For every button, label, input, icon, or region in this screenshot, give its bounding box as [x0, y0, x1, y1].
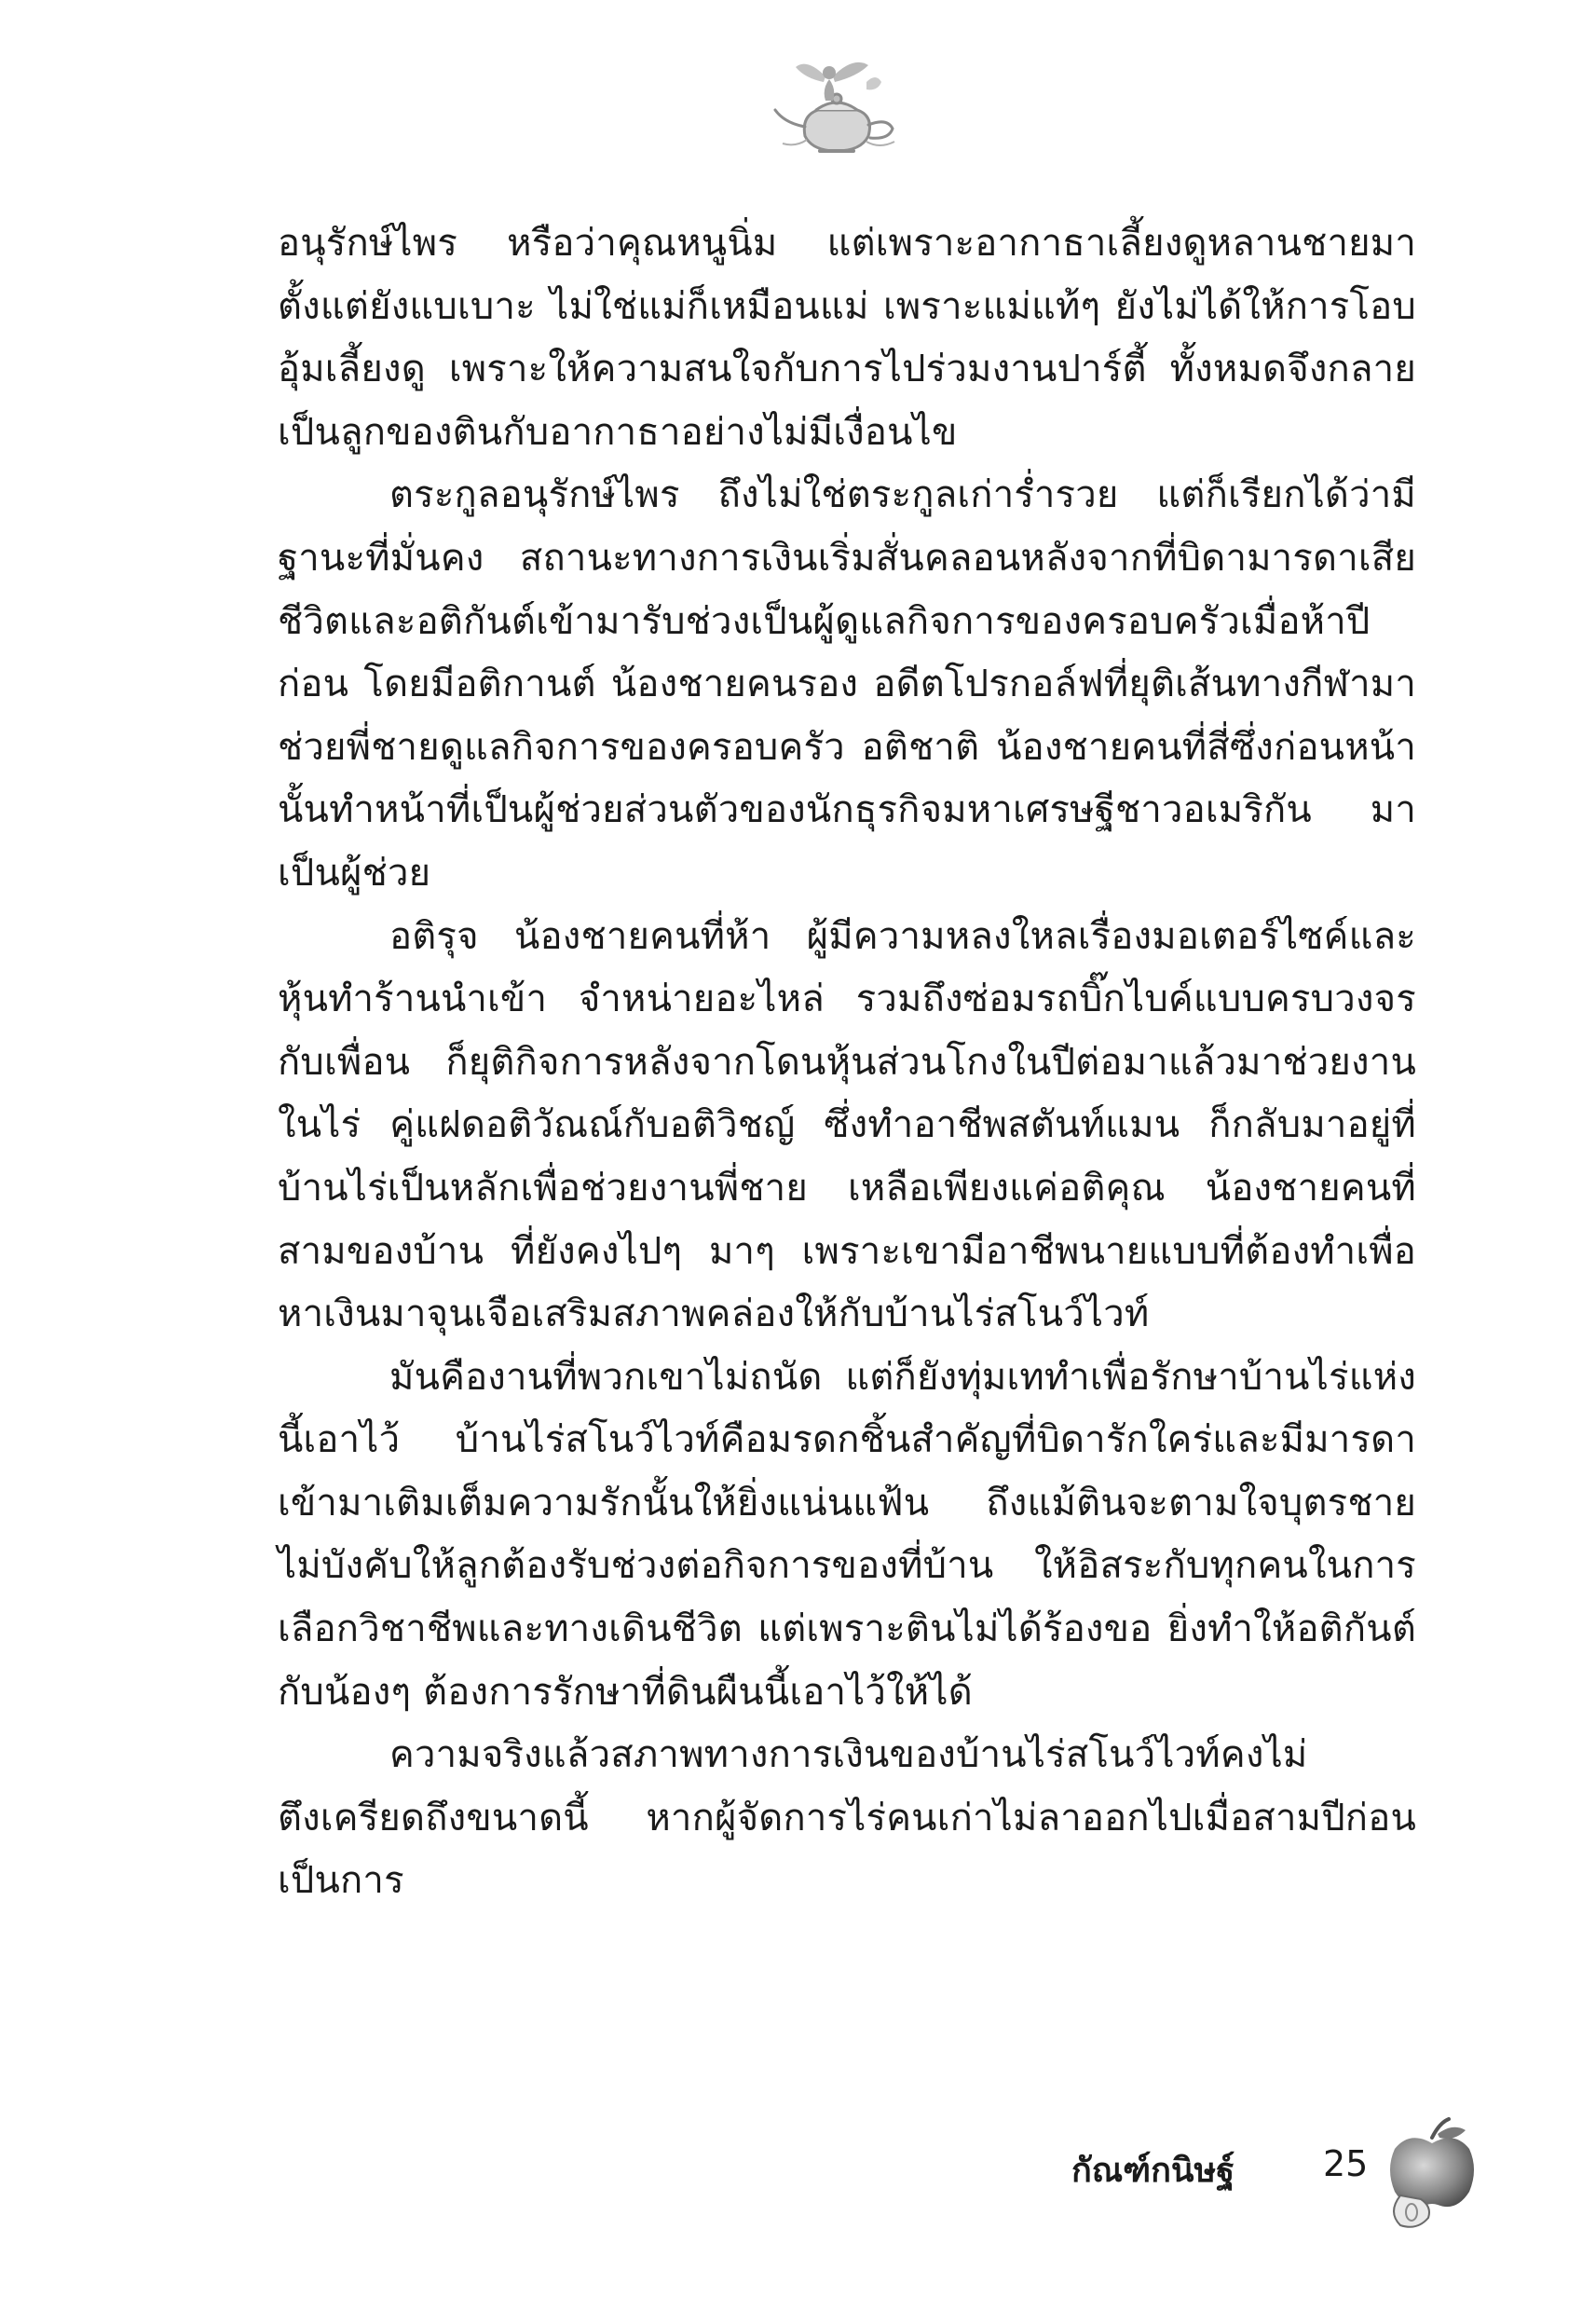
paragraph-2: ตระกูลอนุรักษ์ไพร ถึงไม่ใช่ตระกูลเก่าร่ำรวย แต่ก็เรียกได้ว่ามีฐานะที่มั่นคง สถานะทางการเงินเริ่มสั่นคลอนหลังจากที่บิดามารดาเสียชีวิตและอติกันต์เข้ามารับช่วงเป็นผู้ดูแลกิจการของครอบครัวเมื่อห้าปีก่อน โดยมีอติกานต์ น้องชายคนรอง อดีตโปรกอล์ฟที่ยุติเส้นทางกีฬามาช่วยพี่ชายดูแลกิจการของครอบครัว อติชาติ น้องชายคนที่สี่ซึ่งก่อนหน้านั้นทำหน้าที่เป็นผู้ช่วยส่วนตัวของนักธุรกิจมหาเศรษฐีชาวอเมริกัน มาเป็นผู้ช่วย [278, 473, 1416, 895]
paragraph-5: ความจริงแล้วสภาพทางการเงินของบ้านไร่สโนว์ไวท์คงไม่ตึงเครียดถึงขนาดนี้ หากผู้จัดการไร่คนเก่าไม่ลาออกไปเมื่อสามปีก่อน เป็นการ [278, 1733, 1416, 1903]
author-name: กัณฑ์กนิษฐ์ [1071, 2152, 1235, 2190]
body-text [278, 212, 1416, 1913]
page-footer [1071, 2115, 1444, 2246]
paragraph-1: อนุรักษ์ไพร หรือว่าคุณหนูนิ่ม แต่เพราะอากาธาเลี้ยงดูหลานชายมาตั้งแต่ยังแบเบาะ ไม่ใช่แม่ก็เหมือนแม่ เพราะแม่แท้ๆ ยังไม่ได้ให้การโอบอุ้มเลี้ยงดู เพราะให้ความสนใจกับการไปร่วมงานปาร์ตี้ ทั้งหมดจึงกลายเป็นลูกของตินกับอากาธาอย่างไม่มีเงื่อนไข [278, 222, 1416, 454]
apple-icon [1384, 2115, 1480, 2233]
paragraph-4: มันคืองานที่พวกเขาไม่ถนัด แต่ก็ยังทุ่มเททำเพื่อรักษาบ้านไร่แห่งนี้เอาไว้ บ้านไร่สโนว์ไวท์คือมรดกชิ้นสำคัญที่บิดารักใคร่และมีมารดาเข้ามาเติมเต็มความรักนั้นให้ยิ่งแน่นแฟ้น ถึงแม้ตินจะตามใจบุตรชาย ไม่บังคับให้ลูกต้องรับช่วงต่อกิจการของที่บ้าน ให้อิสระกับทุกคนในการเลือกวิชาชีพและทางเดินชีวิต แต่เพราะตินไม่ได้ร้องขอ ยิ่งทำให้อติกันต์กับน้องๆ ต้องการรักษาที่ดินผืนนี้เอาไว้ให้ได้ [278, 1355, 1416, 1714]
teapot-fairy-ornament-icon [764, 54, 904, 164]
paragraph-3: อติรุจ น้องชายคนที่ห้า ผู้มีความหลงใหลเรื่องมอเตอร์ไซค์และหุ้นทำร้านนำเข้า จำหน่ายอะไหล่ รวมถึงซ่อมรถบิ๊กไบค์แบบครบวงจรกับเพื่อน ก็ยุติกิจการหลังจากโดนหุ้นส่วนโกงในปีต่อมาแล้วมาช่วยงานในไร่ คู่แฝดอติวัณณ์กับอติวิชญ์ ซึ่งทำอาชีพสตันท์แมน ก็กลับมาอยู่ที่บ้านไร่เป็นหลักเพื่อช่วยงานพี่ชาย เหลือเพียงแค่อติคุณ น้องชายคนที่สามของบ้าน ที่ยังคงไปๆ มาๆ เพราะเขามีอาชีพนายแบบที่ต้องทำเพื่อหาเงินมาจุนเจือเสริมสภาพคล่องให้กับบ้านไร่สโนว์ไวท์ [278, 914, 1416, 1336]
page-number: 25 [1323, 2143, 1369, 2184]
